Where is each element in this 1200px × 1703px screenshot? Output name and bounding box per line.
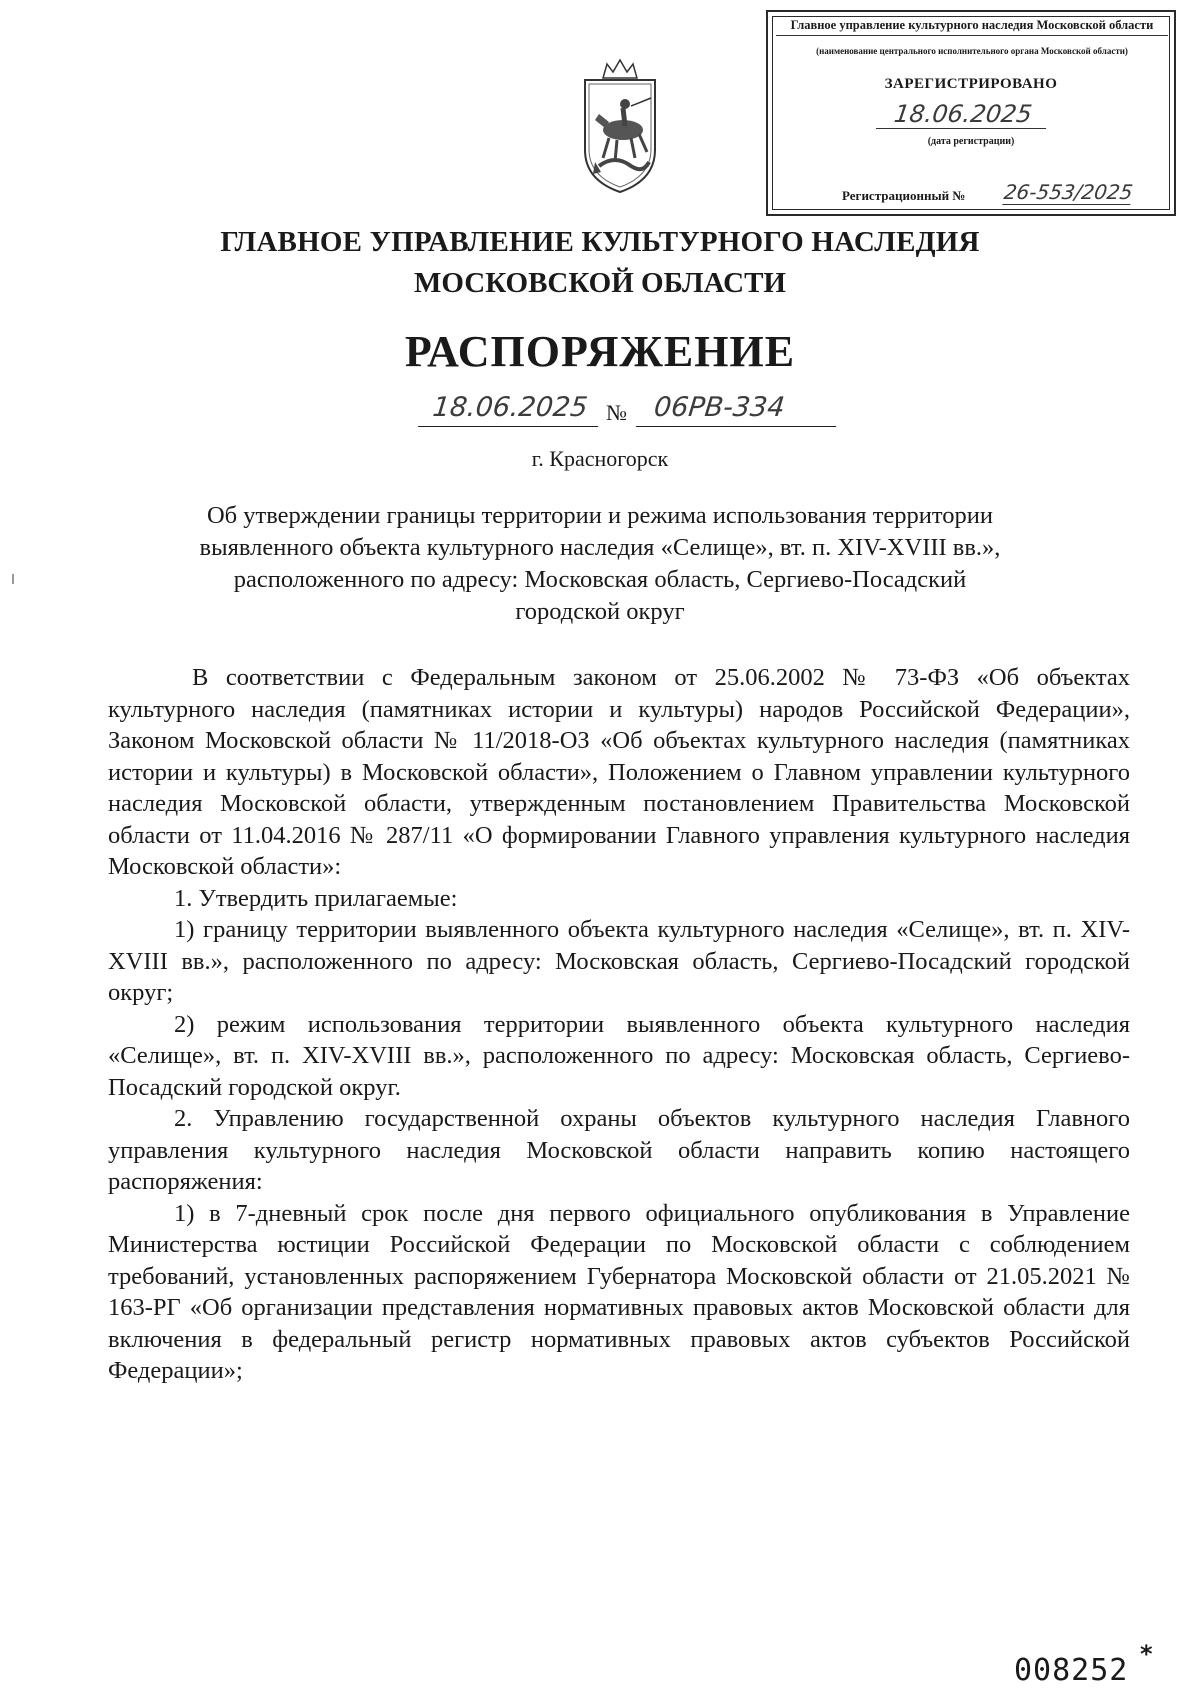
item-2-1: 1) в 7-дневный срок после дня первого официального опубликования в Управление Министерства юстиции Российской Федерации по Московской области с соблюдением требований, установленных распоряжением Губернатора Московской области от 21.05.2021 № 163-РГ «Об организации представления нормативных правовых актов Московской области для включения в федеральный регистр нормативных правовых актов субъектов Российской Федерации»; <box>108 1199 1130 1384</box>
document-type: РАСПОРЯЖЕНИЕ <box>404 327 796 376</box>
item-1-1: 1) границу территории выявленного объекта культурного наследия «Селище», вт. п. XIV-XVIII вв.», расположенного по адресу: Московская область, Сергиево-Посадский городской округ; <box>108 916 1130 1006</box>
registration-stamp <box>766 10 1176 216</box>
form-serial-number: 008252 <box>1014 1653 1129 1688</box>
moscow-oblast-coat-of-arms-icon <box>565 58 675 198</box>
item-2: 2. Управлению государственной охраны объектов культурного наследия Главного управления культурного наследия Московской области направить копию настоящего распоряжения: <box>108 1105 1130 1195</box>
document-number: 06РВ-334 <box>636 390 840 427</box>
stamp-org: Главное управление культурного наследия Московской области <box>776 18 1168 36</box>
stamp-reg-date: 18.06.2025 <box>876 100 1050 129</box>
document-body <box>108 662 1130 1387</box>
item-1: 1. Утвердить прилагаемые: <box>174 884 458 912</box>
date-number-line <box>420 390 840 430</box>
preamble: В соответствии с Федеральным законом от 25.06.2002 № 73-ФЗ «Об объектах культурного наследия (памятниках истории и культуры) народов Российской Федерации», Законом Московской области № 11/2018-ОЗ «Об объектах культурного наследия (памятниках истории и культуры) в Московской области», Положением о Главном управлении культурного наследия Московской области, утвержденным постановлением Правительства Московской области от 11.04.2016 № 287/11 «О формировании Главного управления культурного наследия Московской области»: <box>108 664 1130 880</box>
subject-line: городской округ <box>515 598 685 625</box>
number-sign: № <box>606 400 627 425</box>
org-title-line1: ГЛАВНОЕ УПРАВЛЕНИЕ КУЛЬТУРНОГО НАСЛЕДИЯ <box>220 226 980 258</box>
subject-line: расположенного по адресу: Московская область, Сергиево-Посадский <box>233 566 967 593</box>
subject-line: Об утверждении границы территории и режима использования территории <box>206 502 993 529</box>
stamp-registered: ЗАРЕГИСТРИРОВАНО <box>884 76 1058 92</box>
stamp-subcaption: (наименование центрального исполнительного органа Московской области) <box>816 46 1128 56</box>
city: г. Красногорск <box>531 446 669 471</box>
footer-star: * <box>1140 1640 1153 1668</box>
document-date: 18.06.2025 <box>418 390 602 427</box>
stamp-reg-number-label: Регистрационный № <box>842 188 966 203</box>
scan-speck <box>12 574 14 584</box>
subject-line: выявленного объекта культурного наследия «Селище», вт. п. XIV-XVIII вв.», <box>199 534 1001 561</box>
item-1-2: 2) режим использования территории выявленного объекта культурного наследия «Селище», вт. п. XIV-XVIII вв.», расположенного по адресу: Московская область, Сергиево-Посадский городской округ. <box>108 1010 1130 1101</box>
stamp-reg-date-caption: (дата регистрации) <box>927 136 1015 147</box>
stamp-reg-number: 26-553/2025 <box>1002 180 1135 204</box>
org-title-line2: МОСКОВСКОЙ ОБЛАСТИ <box>413 267 786 299</box>
document-subject <box>150 500 1050 628</box>
